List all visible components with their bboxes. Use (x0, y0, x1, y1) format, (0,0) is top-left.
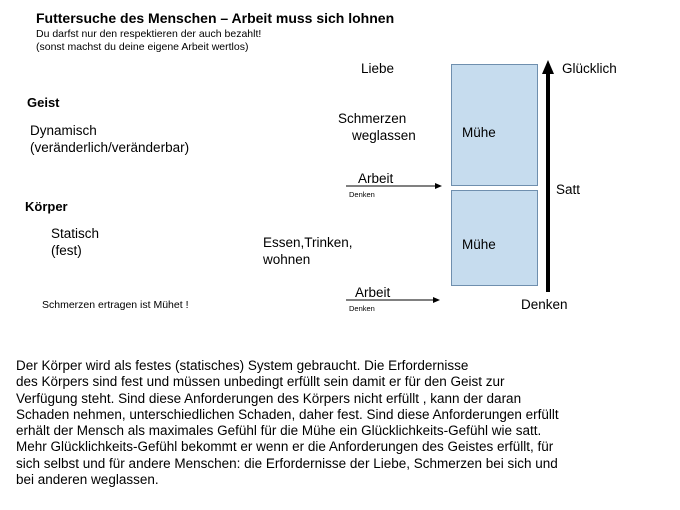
koerper-line-1: Statisch (51, 226, 100, 241)
paragraph-line: erhält der Mensch als maximales Gefühl für die Mühe ein Glücklichkeits-Gefühl wie satt. (16, 423, 542, 439)
denken-bottom-label: Denken (521, 297, 568, 312)
paragraph-line: Der Körper wird als festes (statisches) System gebraucht. Die Erfordernisse (16, 358, 469, 373)
satt-label: Satt (556, 182, 581, 197)
schmerzen-note: Schmerzen ertragen ist Mühet ! (42, 299, 189, 311)
paragraph-line: Mehr Glücklichkeits-Gefühl bekommt er wenn er die Anforderungen des Geistes erfüllt, für (16, 439, 554, 455)
explanation-paragraph (16, 358, 656, 488)
paragraph-line: sich selbst und für andere Menschen: die Erfordernisse der Liebe, Schmerzen bei sich und (16, 455, 558, 471)
paragraph-line: Verfügung steht. Sind diese Anforderungen des Körpers nicht erfüllt , kann der daran (16, 390, 522, 406)
page-title: Futtersuche des Menschen – Arbeit muss sich lohnen (36, 10, 395, 26)
geist-line-1: Dynamisch (30, 123, 97, 138)
subtitle-line-1: Du darfst nur den respektieren der auch bezahlt! (36, 28, 262, 40)
geist-heading: Geist (27, 95, 60, 110)
muehe-lower-label: Mühe (462, 237, 496, 252)
koerper-line-2: (fest) (51, 243, 82, 258)
subtitle-line-2: (sonst machst du deine eigene Arbeit wertlos) (36, 41, 249, 53)
paragraph-line: Schaden nehmen, unterschiedlichen Schaden, daher fest. Sind diese Anforderungen erfüllt (16, 406, 559, 422)
paragraph-line: des Körpers sind fest und müssen unbedingt erfüllt sein damit er für den Geist zur (16, 374, 505, 390)
essen-line-2: wohnen (263, 252, 311, 267)
schmerzen-line-1: Schmerzen (338, 111, 407, 126)
arbeit-lower-label: Arbeit (355, 285, 391, 300)
liebe-label: Liebe (361, 61, 395, 76)
koerper-heading: Körper (25, 199, 68, 214)
arbeit-lower-arrow-head (433, 297, 440, 303)
schmerzen-line-2: weglassen (352, 128, 416, 143)
arbeit-upper-arrow-head (435, 183, 442, 189)
denken-lower-label: Denken (349, 304, 375, 313)
gluecklich-label: Glücklich (562, 61, 617, 76)
geist-line-2: (veränderlich/veränderbar) (30, 140, 190, 155)
paragraph-line: bei anderen weglassen. (16, 472, 159, 488)
essen-line-1: Essen,Trinken, (263, 235, 353, 250)
muehe-upper-label: Mühe (462, 125, 496, 140)
arbeit-upper-label: Arbeit (358, 171, 394, 186)
denken-upper-label: Denken (349, 190, 375, 199)
vertical-arrow-head (542, 60, 554, 74)
